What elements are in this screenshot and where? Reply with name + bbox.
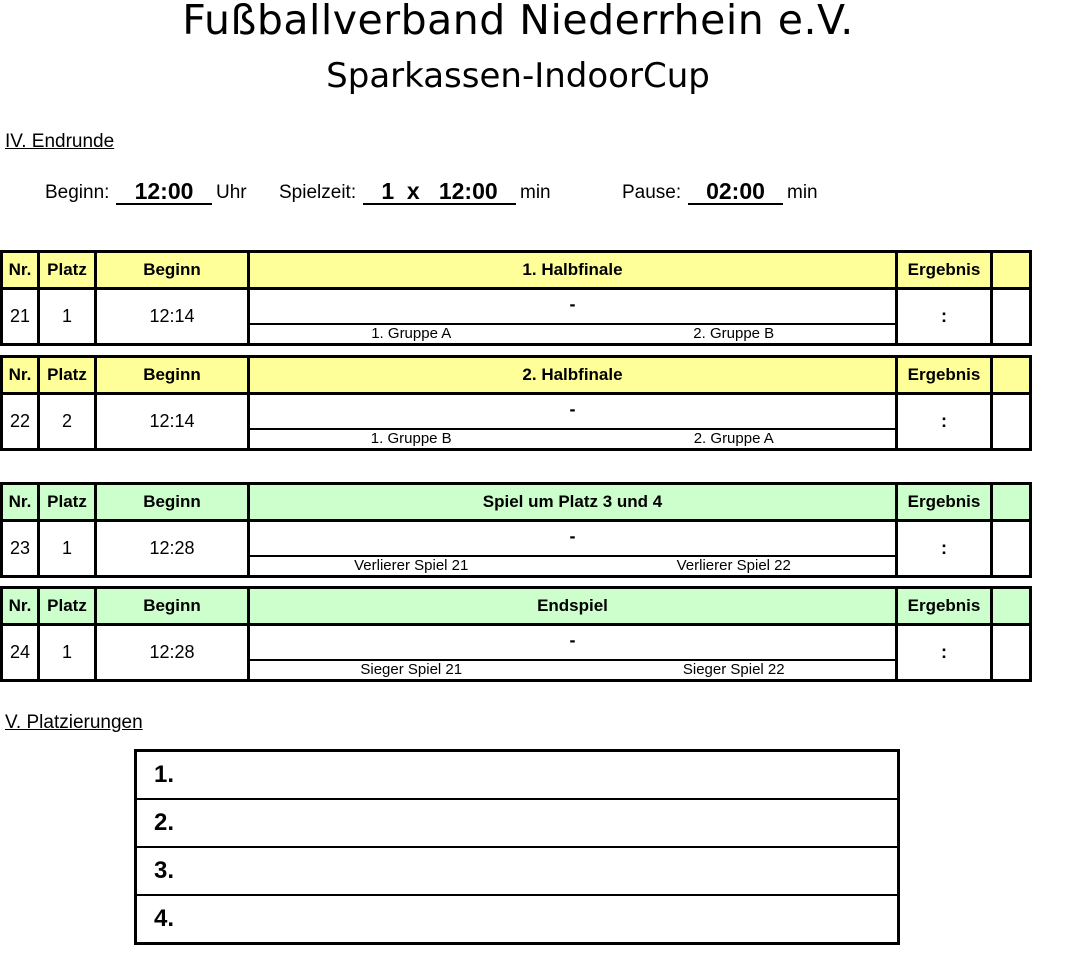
- match-dash: -: [569, 294, 576, 314]
- section-endrunde-heading: IV. Endrunde: [5, 131, 115, 152]
- spielzeit-unit: min: [520, 182, 551, 203]
- match-game-cell: [249, 521, 897, 577]
- match-nr: 22: [2, 394, 39, 450]
- team-a: Verlierer Spiel 21: [354, 557, 469, 574]
- pause-unit: min: [787, 182, 818, 203]
- extra-header-cell: [992, 252, 1031, 289]
- placement-2[interactable]: 2.: [136, 799, 899, 847]
- platz-header: Platz: [39, 252, 96, 289]
- team-b: Verlierer Spiel 22: [676, 557, 791, 574]
- nr-header: Nr.: [2, 484, 39, 521]
- ergebnis-header: Ergebnis: [897, 252, 992, 289]
- match-table-22: [0, 355, 1032, 451]
- beginn-header: Beginn: [96, 588, 249, 625]
- nr-header: Nr.: [2, 357, 39, 394]
- placement-3[interactable]: 3.: [136, 847, 899, 895]
- team-a: Sieger Spiel 21: [360, 661, 463, 678]
- team-b: 2. Gruppe A: [693, 430, 774, 447]
- nr-header: Nr.: [2, 588, 39, 625]
- match-beginn: 12:28: [96, 625, 249, 681]
- match-platz: 1: [39, 289, 96, 345]
- match-dash: -: [569, 399, 576, 419]
- match-table-21: [0, 250, 1032, 346]
- match-table-24: [0, 586, 1032, 682]
- ergebnis-header: Ergebnis: [897, 588, 992, 625]
- extra-cell: [992, 289, 1031, 345]
- beginn-label: Beginn:: [45, 182, 110, 203]
- match-game-cell: [249, 394, 897, 450]
- match-result[interactable]: :: [897, 289, 992, 345]
- extra-header-cell: [992, 357, 1031, 394]
- beginn-header: Beginn: [96, 484, 249, 521]
- match-result[interactable]: :: [897, 394, 992, 450]
- extra-cell: [992, 521, 1031, 577]
- placement-1[interactable]: 1.: [136, 751, 899, 800]
- platz-header: Platz: [39, 357, 96, 394]
- team-a: 1. Gruppe B: [370, 430, 452, 447]
- platz-header: Platz: [39, 588, 96, 625]
- match-title: Endspiel: [249, 588, 897, 625]
- beginn-unit: Uhr: [216, 182, 247, 203]
- match-nr: 24: [2, 625, 39, 681]
- ergebnis-header: Ergebnis: [897, 357, 992, 394]
- placement-4[interactable]: 4.: [136, 895, 899, 944]
- match-nr: 21: [2, 289, 39, 345]
- team-a: 1. Gruppe A: [371, 325, 452, 342]
- match-beginn: 12:28: [96, 521, 249, 577]
- match-nr: 23: [2, 521, 39, 577]
- placements-table: [134, 749, 900, 945]
- match-platz: 1: [39, 625, 96, 681]
- team-b: 2. Gruppe B: [693, 325, 775, 342]
- spielzeit-value: 1 x 12:00: [363, 178, 516, 205]
- match-platz: 1: [39, 521, 96, 577]
- beginn-header: Beginn: [96, 357, 249, 394]
- match-beginn: 12:14: [96, 289, 249, 345]
- match-title: 2. Halbfinale: [249, 357, 897, 394]
- pause-value: 02:00: [688, 178, 783, 205]
- page-title: Fußballverband Niederrhein e.V.: [182, 0, 854, 44]
- nr-header: Nr.: [2, 252, 39, 289]
- beginn-value: 12:00: [116, 178, 212, 205]
- match-game-cell: [249, 625, 897, 681]
- spielzeit-label: Spielzeit:: [279, 182, 357, 203]
- extra-header-cell: [992, 484, 1031, 521]
- extra-cell: [992, 625, 1031, 681]
- match-title: Spiel um Platz 3 und 4: [249, 484, 897, 521]
- pause-label: Pause:: [622, 182, 682, 203]
- match-platz: 2: [39, 394, 96, 450]
- match-title: 1. Halbfinale: [249, 252, 897, 289]
- ergebnis-header: Ergebnis: [897, 484, 992, 521]
- match-dash: -: [569, 526, 576, 546]
- page-subtitle: Sparkassen-IndoorCup: [326, 56, 710, 96]
- section-platzierungen-heading: V. Platzierungen: [5, 712, 143, 733]
- beginn-header: Beginn: [96, 252, 249, 289]
- match-table-23: [0, 482, 1032, 578]
- match-dash: -: [569, 630, 576, 650]
- team-b: Sieger Spiel 22: [682, 661, 785, 678]
- match-beginn: 12:14: [96, 394, 249, 450]
- platz-header: Platz: [39, 484, 96, 521]
- extra-cell: [992, 394, 1031, 450]
- match-result[interactable]: :: [897, 521, 992, 577]
- extra-header-cell: [992, 588, 1031, 625]
- match-result[interactable]: :: [897, 625, 992, 681]
- match-game-cell: [249, 289, 897, 345]
